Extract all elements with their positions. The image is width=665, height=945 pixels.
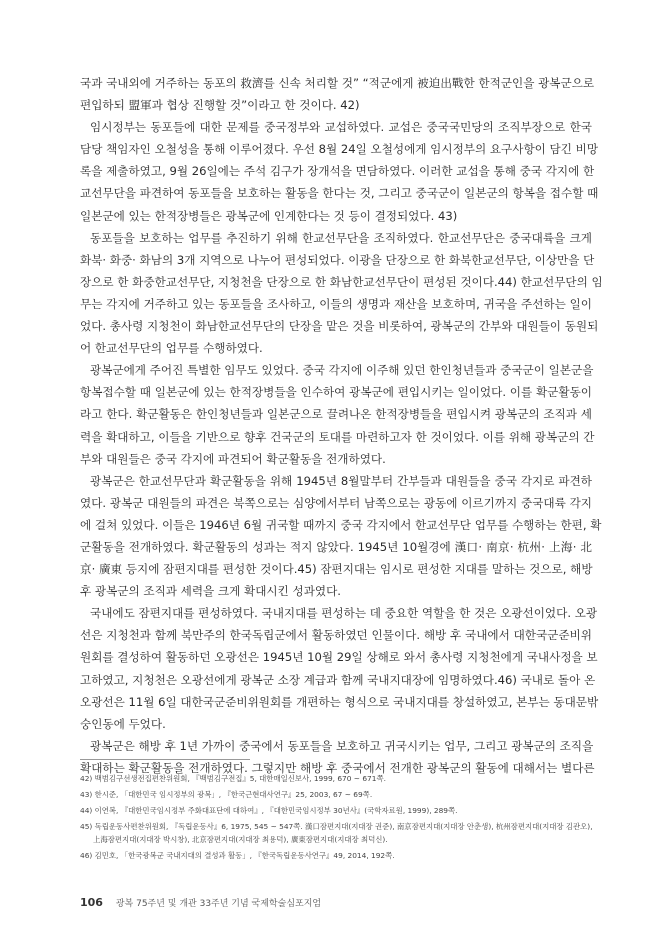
footnote: 42) 백범김구선생전집편찬위원회, 『백범김구전집』5, 대한매일신보사, 1999, 670 ~ 671쪽. (80, 774, 386, 783)
page-number: 106 (80, 896, 103, 909)
footnote: 上海잠편지대(지대장 박시창), 北京잠편지대(지대장 최용덕), 廣東잠편지대(지대장 최덕신). (93, 835, 388, 844)
text-line: 부와 대원들은 중국 각지에 파견되어 확군활동을 전개하였다. (80, 451, 386, 466)
text-line: 京· 廣東 등지에 잠편지대를 편성한 것이다.45) 잠편지대는 임시로 편성한 지대를 말하는 것으로, 해방 (80, 562, 593, 577)
text-line: 후 광복군의 조직과 세력을 크게 확대시킨 성과였다. (80, 584, 341, 599)
text-line: 에 걸쳐 있었다. 이들은 1946년 6월 귀국할 때까지 중국 각지에서 한교선무단 업무를 수행하는 한편, 확 (80, 517, 602, 532)
text-line: 선은 지청천과 함께 북만주의 한국독립군에서 활동하였던 인물이다. 해방 후 국내에서 대한국군준비위 (80, 628, 592, 643)
text-line: 편입하되 盟軍과 협상 진행할 것”이라고 한 것이다. 42) (80, 98, 360, 113)
footnote: 44) 이연복, 『대한민국임시정부 주화대표단에 대하여』, 『대한민국임시정부 30년사』(국학자료원, 1999), 289쪽. (80, 806, 458, 815)
text-line: 장으로 한 화중한교선무단, 지청천을 단장으로 한 화남한교선무단이 편성된 것이다.44) 한교선무단의 임 (80, 274, 603, 289)
text-line: 광복군은 해방 후 1년 가까이 중국에서 동포들을 보호하고 귀국시키는 업무, 그리고 광복군의 조직을 (90, 738, 594, 753)
text-line: 화북· 화중· 화남의 3개 지역으로 나누어 편성되었다. 이광을 단장으로 한 화북한교선무단, 이상만을 단 (80, 252, 595, 267)
text-line: 군활동을 전개하였다. 확군활동의 성과는 적지 않았다. 1945년 10월경에 漢口· 南京· 杭州· 上海· 北 (80, 539, 592, 554)
text-line: 항복접수할 때 일본군에 있는 한적장병들을 인수하여 광복군에 편입시키는 일이었다. 이를 확군활동이 (80, 385, 592, 400)
text-line: 였다. 광복군 대원들의 파견은 북쪽으로는 심양에서부터 남쪽으로는 광동에 이르기까지 중국대륙 각지 (80, 495, 592, 510)
footnotes (80, 772, 600, 862)
text-line: 동포들을 보호하는 업무를 추진하기 위해 한교선무단을 조직하였다. 한교선무단은 중국대륙을 크게 (90, 230, 592, 245)
footnote-rule (80, 759, 250, 760)
body-text (80, 72, 603, 779)
text-line: 무는 각지에 거주하고 있는 동포들을 조사하고, 이들의 생명과 재산을 보호하며, 귀국을 주선하는 일이 (80, 296, 592, 311)
text-line: 숭인동에 두었다. (80, 716, 166, 731)
text-line: 어 한교선무단의 업무를 수행하였다. (80, 341, 263, 356)
footnote: 46) 김민호, 「한국광복군 국내지대의 결성과 활동」, 『한국독립운동사연구』49, 2014, 192쪽. (80, 851, 395, 860)
text-line: 국과 국내외에 거주하는 동포의 救濟를 신속 처리할 것” “적군에게 被迫出戰한 한적군인을 광복군으로 (80, 76, 595, 90)
page-footer (80, 896, 321, 909)
text-line: 광복군은 한교선무단과 확군활동을 위해 1945년 8월말부터 간부들과 대원들을 중국 각지로 파견하 (90, 473, 592, 488)
text-line: 고하였고, 지청천은 오광선에게 광복군 소장 계급과 함께 국내지대장에 임명하였다.46) 국내로 돌아 온 (80, 672, 596, 687)
text-line: 력을 확대하고, 이들을 기반으로 향후 건국군의 토대를 마련하고자 한 것이었다. 이를 위해 광복군의 간 (80, 429, 595, 444)
text-line: 라고 한다. 확군활동은 한인청년들과 일본군으로 끌려나온 한적장병들을 편입시켜 광복군의 조직과 세 (80, 407, 592, 422)
text-line: 었다. 총사령 지청천이 화남한교선무단의 단장을 맡은 것을 비롯하여, 광복군의 간부와 대원들이 동원되 (80, 319, 599, 334)
text-line: 교선무단을 파견하여 동포들을 보호하는 활동을 한다는 것, 그리고 중국군이 일본군의 항복을 접수할 때 (80, 186, 599, 201)
footnote: 43) 한시준, 「대한민국 임시정부의 광복」, 『한국근현대사연구』25, 2003, 67 ~ 69쪽. (80, 790, 373, 799)
text-line: 담당 책임자인 오철성을 통해 이루어졌다. 우선 8월 24일 오철성에게 임시정부의 요구사항이 담긴 비망 (80, 142, 599, 157)
text-line: 일본군에 있는 한적장병들은 광복군에 인계한다는 것 등이 결정되었다. 43) (80, 208, 458, 223)
text-line: 광복군에게 주어진 특별한 임무도 있었다. 중국 각지에 이주해 있던 한인청년들과 중국군이 일본군을 (90, 363, 594, 378)
text-line: 오광선은 11월 6일 대한국군준비위원회를 개편하는 형식으로 국내지대를 창설하였고, 본부는 동대문밖 (80, 694, 599, 709)
text-line: 원회를 결성하여 활동하던 오광선은 1945년 10월 29일 상해로 와서 총사령 지청천에게 국내사정을 보 (80, 650, 598, 665)
text-line: 록을 제출하였고, 9월 26일에는 주석 김구가 장개석을 면담하였다. 이러한 교섭을 통해 중국 각지에 한 (80, 164, 595, 179)
text-line: 임시정부는 동포들에 대한 문제를 중국정부와 교섭하였다. 교섭은 중국국민당의 조직부장으로 한국 (90, 120, 592, 135)
running-title: 광복 75주년 및 개관 33주년 기념 국제학술심포지엄 (115, 899, 322, 909)
text-line: 확대하는 확군활동을 전개하였다. 그렇지만 해방 후 중국에서 전개한 광복군의 활동에 대해서는 별다른 (80, 760, 595, 775)
footnote: 45) 독립운동사편찬위원회, 『독립운동사』6, 1975, 545 ~ 547쪽. 漢口잠편지대(지대장 권준), 南京잠편지대(지대장 안춘생), 杭州잠편지대(지대장 김관오), (80, 822, 593, 831)
text-line: 국내에도 잠편지대를 편성하였다. 국내지대를 편성하는 데 중요한 역할을 한 것은 오광선이었다. 오광 (90, 606, 598, 621)
